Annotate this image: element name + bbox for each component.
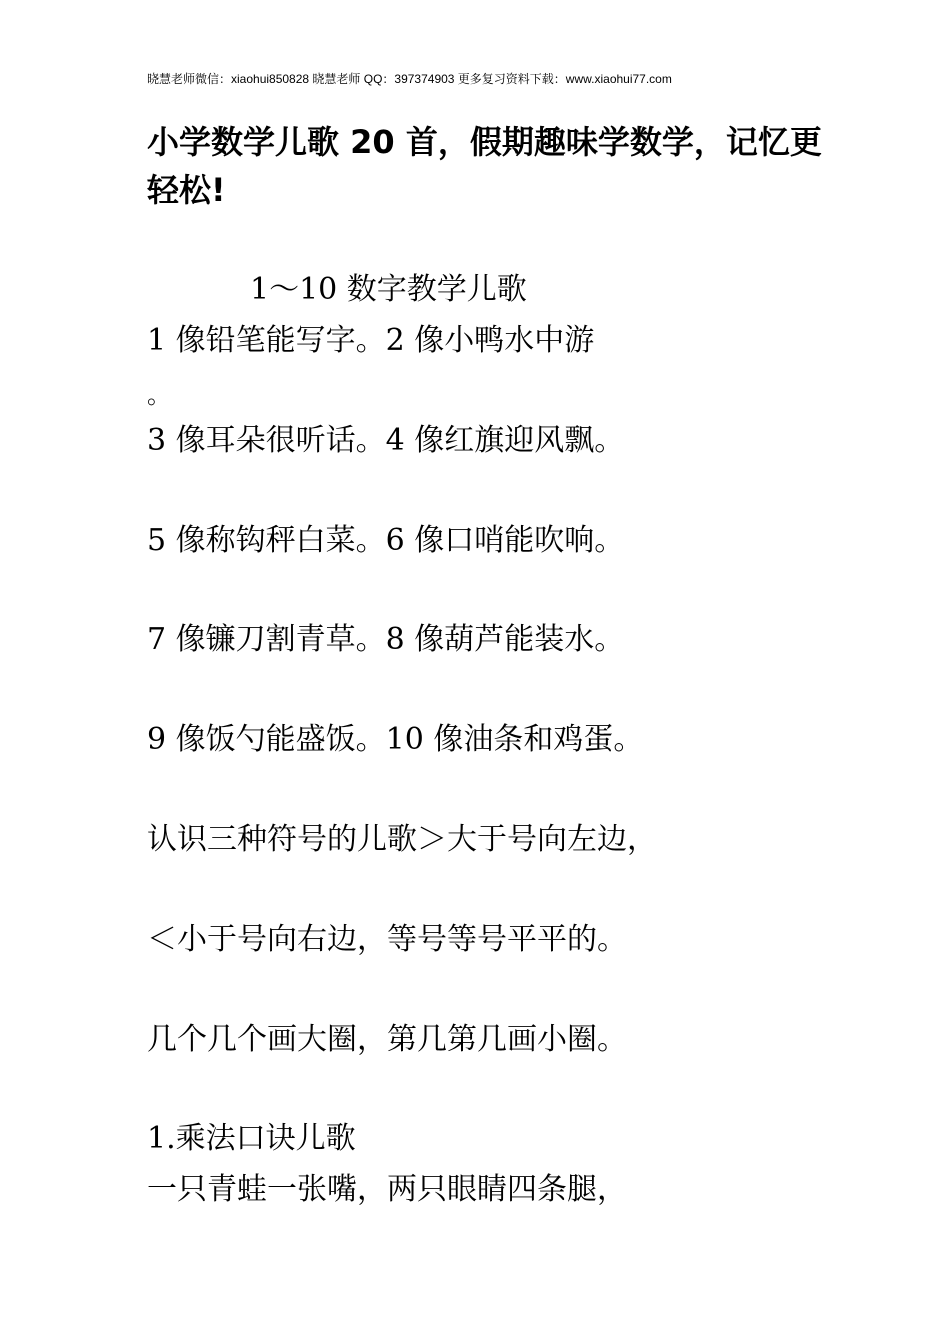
rhyme-line-5-6: 5 像称钩秤白菜。6 像口哨能吹响。 [147,523,625,558]
multiplication-rhyme-line-1: 一只青蛙一张嘴，两只眼睛四条腿， [147,1172,627,1207]
section-heading-number-rhymes: 1～10 数字教学儿歌 [250,272,527,307]
symbol-rhyme-line-3: 几个几个画大圈，第几第几画小圈。 [147,1022,627,1057]
symbol-rhyme-line-2: ＜小于号向右边，等号等号平平的。 [147,922,627,957]
rhyme-line-3-4: 3 像耳朵很听话。4 像红旗迎风飘。 [147,423,625,458]
rhyme-line-1-2: 1 像铅笔能写字。2 像小鸭水中游 [147,323,595,358]
symbol-rhyme-line-1: 认识三种符号的儿歌＞大于号向左边， [147,822,657,857]
page-header-contact: 晓慧老师微信：xiaohui850828 晓慧老师 QQ：397374903 更多复习资料下载：www.xiaohui77.com [147,72,672,86]
document-title: 小学数学儿歌 20 首，假期趣味学数学，记忆更轻松! [147,123,822,209]
section-heading-multiplication: 1.乘法口诀儿歌 [147,1121,356,1156]
rhyme-line-9-10: 9 像饭勺能盛饭。10 像油条和鸡蛋。 [147,722,644,757]
rhyme-line-7-8: 7 像镰刀割青草。8 像葫芦能装水。 [147,622,625,657]
rhyme-line-period: 。 [147,381,171,409]
